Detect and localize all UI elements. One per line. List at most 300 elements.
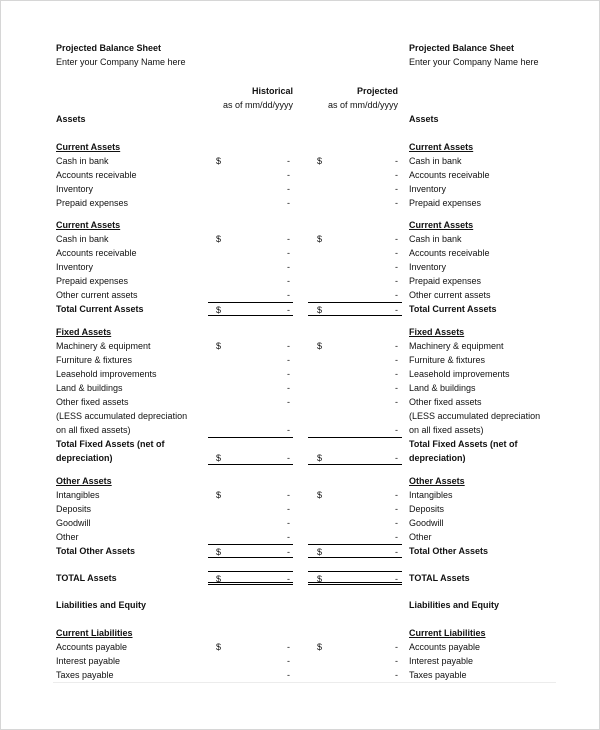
mirror-account-label: Current Assets <box>409 220 474 230</box>
column-gap <box>402 182 409 196</box>
column-gap <box>293 626 308 640</box>
column-gap <box>402 339 409 353</box>
right-company-name: Enter your Company Name here <box>409 57 539 67</box>
column-gap <box>293 668 308 682</box>
account-label: Total Current Assets <box>56 304 144 314</box>
row-furniture-fixtures <box>56 353 599 367</box>
historical-amount-cell <box>208 451 293 465</box>
projected-amount-cell <box>308 246 402 260</box>
column-gap <box>402 140 409 154</box>
amount-value: - <box>395 547 398 557</box>
column-date-row <box>56 98 599 112</box>
account-label: Accounts payable <box>56 642 128 652</box>
projected-amount-cell <box>308 112 402 126</box>
account-label: Total Other Assets <box>56 546 136 556</box>
amount-value: - <box>395 670 398 680</box>
mirror-account-label: Assets <box>409 114 439 124</box>
currency-symbol: $ <box>317 574 323 584</box>
projected-amount-cell <box>308 154 402 168</box>
column-gap <box>402 288 409 302</box>
column-gap <box>402 274 409 288</box>
column-gap <box>402 246 409 260</box>
historical-amount-cell <box>208 232 293 246</box>
historical-column-header: Historical <box>251 86 293 96</box>
mirror-account-label: Total Other Assets <box>409 546 489 556</box>
account-label: Furniture & fixtures <box>56 355 133 365</box>
column-gap <box>293 196 308 210</box>
account-label: Taxes payable <box>56 670 114 680</box>
projected-amount-cell <box>308 409 402 423</box>
column-gap <box>293 339 308 353</box>
currency-symbol: $ <box>317 490 323 500</box>
projected-amount-cell <box>308 474 402 488</box>
column-gap <box>402 302 409 316</box>
row-intangibles <box>56 488 599 502</box>
projected-amount-cell <box>308 182 402 196</box>
column-gap <box>293 571 308 585</box>
amount-value: - <box>395 156 398 166</box>
amount-value: - <box>287 184 290 194</box>
projected-amount-cell <box>308 218 402 232</box>
mirror-account-label: Accounts payable <box>409 642 481 652</box>
column-gap <box>402 437 409 451</box>
empty-label <box>409 84 599 98</box>
row-total-other-assets <box>56 544 599 558</box>
column-gap <box>402 516 409 530</box>
projected-amount-cell <box>308 544 402 558</box>
column-gap <box>402 98 409 112</box>
historical-amount-cell <box>208 544 293 558</box>
row-prepaid-expenses <box>56 274 599 288</box>
amount-value: - <box>395 262 398 272</box>
amount-value: - <box>287 397 290 407</box>
mirror-account-label: Cash in bank <box>409 156 462 166</box>
amount-value: - <box>287 656 290 666</box>
amount-value: - <box>395 170 398 180</box>
column-gap <box>402 544 409 558</box>
column-gap <box>293 288 308 302</box>
column-header-row <box>56 84 599 98</box>
mirror-account-label: Inventory <box>409 262 447 272</box>
mirror-account-label: Prepaid expenses <box>409 276 482 286</box>
mirror-account-label: Other current assets <box>409 290 491 300</box>
amount-value: - <box>395 453 398 463</box>
column-gap <box>402 571 409 585</box>
account-label: Deposits <box>56 504 92 514</box>
amount-value: - <box>287 425 290 435</box>
amount-value: - <box>395 234 398 244</box>
historical-amount-cell <box>208 502 293 516</box>
historical-amount-cell <box>208 626 293 640</box>
account-label: Cash in bank <box>56 234 109 244</box>
column-gap <box>293 154 308 168</box>
column-gap <box>293 353 308 367</box>
column-gap <box>402 218 409 232</box>
amount-value: - <box>395 425 398 435</box>
account-label: Other <box>56 532 79 542</box>
projected-amount-cell <box>308 395 402 409</box>
projected-amount-cell <box>308 598 402 612</box>
amount-value: - <box>287 642 290 652</box>
historical-amount-cell <box>208 196 293 210</box>
column-gap <box>402 353 409 367</box>
column-gap <box>293 530 308 544</box>
mirror-account-label: Land & buildings <box>409 383 476 393</box>
amount-value: - <box>395 198 398 208</box>
account-label: (LESS accumulated depreciation <box>56 411 188 421</box>
column-gap <box>402 640 409 654</box>
row-total-current-assets <box>56 302 599 316</box>
column-gap <box>293 140 308 154</box>
row-depreciation <box>56 451 599 465</box>
title-row <box>56 41 599 55</box>
projected-amount-cell <box>308 668 402 682</box>
column-gap <box>402 367 409 381</box>
column-gap <box>293 218 308 232</box>
amount-value: - <box>287 547 290 557</box>
account-label: on all fixed assets) <box>56 425 131 435</box>
account-label: Prepaid expenses <box>56 276 129 286</box>
column-gap <box>293 437 308 451</box>
amount-value: - <box>287 305 290 315</box>
amount-value: - <box>287 355 290 365</box>
row-accounts-payable <box>56 640 599 654</box>
amount-value: - <box>287 156 290 166</box>
account-label: Current Liabilities <box>56 628 133 638</box>
historical-amount-cell <box>208 182 293 196</box>
column-gap <box>293 409 308 423</box>
mirror-account-label: Other Assets <box>409 476 465 486</box>
account-label: Assets <box>56 114 86 124</box>
column-gap <box>293 260 308 274</box>
currency-symbol: $ <box>317 305 323 315</box>
projected-amount-cell <box>308 196 402 210</box>
column-gap <box>402 451 409 465</box>
amount-value: - <box>287 198 290 208</box>
mirror-account-label: Deposits <box>409 504 445 514</box>
account-label: Other Assets <box>56 476 112 486</box>
mirror-account-label: Cash in bank <box>409 234 462 244</box>
column-gap <box>402 423 409 437</box>
column-gap <box>293 395 308 409</box>
column-gap <box>293 423 308 437</box>
currency-symbol: $ <box>317 156 323 166</box>
row-taxes-payable <box>56 668 599 682</box>
row-other-assets <box>56 474 599 488</box>
row-assets <box>56 112 599 126</box>
currency-symbol: $ <box>216 305 222 315</box>
projected-amount-cell <box>308 260 402 274</box>
amount-value: - <box>395 305 398 315</box>
historical-amount-cell <box>208 288 293 302</box>
historical-asof-date: as of mm/dd/yyyy <box>222 100 293 110</box>
column-gap <box>293 516 308 530</box>
mirror-account-label: TOTAL Assets <box>409 573 470 583</box>
projected-amount-cell <box>308 502 402 516</box>
column-gap <box>293 654 308 668</box>
projected-amount-cell <box>308 367 402 381</box>
mirror-account-label: Other fixed assets <box>409 397 482 407</box>
amount-value: - <box>287 383 290 393</box>
projected-amount-cell <box>308 423 402 437</box>
mirror-account-label: Total Current Assets <box>409 304 497 314</box>
currency-symbol: $ <box>317 453 323 463</box>
amount-value: - <box>395 574 398 584</box>
amount-value: - <box>395 532 398 542</box>
column-gap <box>402 196 409 210</box>
column-gap <box>402 654 409 668</box>
mirror-account-label: Current Assets <box>409 142 474 152</box>
historical-amount-cell <box>208 140 293 154</box>
mirror-account-label: Intangibles <box>409 490 453 500</box>
row-total-fixed-assets-net-of <box>56 437 599 451</box>
row-other-fixed-assets <box>56 395 599 409</box>
projected-amount-cell <box>308 626 402 640</box>
spacer <box>56 585 599 598</box>
left-company-name: Enter your Company Name here <box>56 57 186 67</box>
currency-symbol: $ <box>216 547 222 557</box>
mirror-account-label: on all fixed assets) <box>409 425 484 435</box>
column-gap <box>402 381 409 395</box>
projected-amount-cell <box>308 353 402 367</box>
spacer <box>56 316 599 325</box>
column-gap <box>402 260 409 274</box>
mirror-account-label: Fixed Assets <box>409 327 465 337</box>
column-gap <box>293 246 308 260</box>
column-gap <box>293 232 308 246</box>
empty-label <box>56 98 208 112</box>
projected-amount-cell <box>308 232 402 246</box>
projected-amount-cell <box>308 488 402 502</box>
currency-symbol: $ <box>216 341 222 351</box>
account-label: Inventory <box>56 262 94 272</box>
account-label: Prepaid expenses <box>56 198 129 208</box>
account-label: Land & buildings <box>56 383 123 393</box>
column-gap <box>293 182 308 196</box>
currency-symbol: $ <box>317 234 323 244</box>
account-label: Total Fixed Assets (net of <box>56 439 165 449</box>
row-other <box>56 530 599 544</box>
amount-value: - <box>395 642 398 652</box>
column-gap <box>293 451 308 465</box>
column-gap <box>402 598 409 612</box>
historical-amount-cell <box>208 154 293 168</box>
mirror-account-label: Furniture & fixtures <box>409 355 486 365</box>
amount-value: - <box>395 355 398 365</box>
projected-amount-cell <box>308 530 402 544</box>
account-label: Fixed Assets <box>56 327 112 337</box>
spacer <box>56 69 599 84</box>
amount-value: - <box>287 276 290 286</box>
account-label: Inventory <box>56 184 94 194</box>
mirror-account-label: Liabilities and Equity <box>409 600 500 610</box>
column-gap <box>293 84 308 98</box>
column-gap <box>293 474 308 488</box>
column-gap <box>293 488 308 502</box>
row-inventory <box>56 260 599 274</box>
spacer <box>56 465 599 474</box>
currency-symbol: $ <box>216 490 222 500</box>
projected-amount-cell <box>308 654 402 668</box>
amount-value: - <box>287 518 290 528</box>
account-label: Other fixed assets <box>56 397 129 407</box>
amount-value: - <box>287 369 290 379</box>
row-accounts-receivable <box>56 168 599 182</box>
historical-amount-cell <box>208 437 293 451</box>
row-cash-in-bank <box>56 154 599 168</box>
column-gap <box>293 640 308 654</box>
column-gap <box>402 488 409 502</box>
row-prepaid-expenses <box>56 196 599 210</box>
column-gap <box>402 325 409 339</box>
mirror-account-label: Interest payable <box>409 656 474 666</box>
currency-symbol: $ <box>317 547 323 557</box>
content-end-divider <box>53 682 556 683</box>
account-label: Accounts receivable <box>56 170 137 180</box>
projected-amount-cell <box>308 168 402 182</box>
projected-amount-cell <box>308 302 402 316</box>
column-gap <box>402 84 409 98</box>
row-current-liabilities <box>56 626 599 640</box>
amount-value: - <box>395 656 398 666</box>
amount-value: - <box>395 369 398 379</box>
amount-value: - <box>395 397 398 407</box>
row-goodwill <box>56 516 599 530</box>
projected-amount-cell <box>308 571 402 585</box>
historical-amount-cell <box>208 381 293 395</box>
column-gap <box>293 544 308 558</box>
historical-amount-cell <box>208 516 293 530</box>
amount-value: - <box>287 670 290 680</box>
currency-symbol: $ <box>216 156 222 166</box>
row-inventory <box>56 182 599 196</box>
left-page-title: Projected Balance Sheet <box>56 43 162 53</box>
amount-value: - <box>395 341 398 351</box>
column-gap <box>402 232 409 246</box>
amount-value: - <box>287 248 290 258</box>
currency-symbol: $ <box>216 453 222 463</box>
column-gap <box>402 668 409 682</box>
projected-amount-cell <box>308 339 402 353</box>
projected-amount-cell <box>308 140 402 154</box>
historical-amount-cell <box>208 325 293 339</box>
column-gap <box>402 626 409 640</box>
historical-amount-cell <box>208 668 293 682</box>
account-label: Accounts receivable <box>56 248 137 258</box>
projected-column-header: Projected <box>356 86 398 96</box>
column-gap <box>402 395 409 409</box>
spacer <box>56 558 599 571</box>
account-label: depreciation) <box>56 453 113 463</box>
amount-value: - <box>395 504 398 514</box>
mirror-account-label: depreciation) <box>409 453 466 463</box>
historical-amount-cell <box>208 112 293 126</box>
column-gap <box>293 112 308 126</box>
historical-amount-cell <box>208 353 293 367</box>
account-label: Intangibles <box>56 490 100 500</box>
row-current-assets <box>56 140 599 154</box>
empty-label <box>56 84 208 98</box>
historical-amount-cell <box>208 409 293 423</box>
amount-value: - <box>287 170 290 180</box>
currency-symbol: $ <box>216 234 222 244</box>
mirror-account-label: Inventory <box>409 184 447 194</box>
row-total-assets <box>56 571 599 585</box>
projected-amount-cell <box>308 437 402 451</box>
account-label: Cash in bank <box>56 156 109 166</box>
row-leasehold-improvements <box>56 367 599 381</box>
mirror-account-label: Leasehold improvements <box>409 369 510 379</box>
spacer <box>56 612 599 626</box>
historical-amount-cell <box>208 488 293 502</box>
historical-amount-cell <box>208 367 293 381</box>
mirror-account-label: Current Liabilities <box>409 628 486 638</box>
mirror-account-label: Accounts receivable <box>409 248 490 258</box>
projected-amount-cell <box>308 516 402 530</box>
amount-value: - <box>287 532 290 542</box>
row-on-all-fixed-assets <box>56 423 599 437</box>
row-liabilities-and-equity <box>56 598 599 612</box>
historical-amount-cell <box>208 598 293 612</box>
historical-amount-cell <box>208 168 293 182</box>
column-gap <box>293 367 308 381</box>
projected-amount-cell <box>308 381 402 395</box>
amount-value: - <box>287 574 290 584</box>
amount-value: - <box>395 490 398 500</box>
column-gap <box>402 168 409 182</box>
account-label: Machinery & equipment <box>56 341 151 351</box>
row-deposits <box>56 502 599 516</box>
amount-value: - <box>395 383 398 393</box>
historical-amount-cell <box>208 395 293 409</box>
column-gap <box>402 502 409 516</box>
column-gap <box>293 381 308 395</box>
currency-symbol: $ <box>216 642 222 652</box>
column-gap <box>402 474 409 488</box>
column-gap <box>293 274 308 288</box>
account-label: Goodwill <box>56 518 91 528</box>
historical-amount-cell <box>208 640 293 654</box>
currency-symbol: $ <box>317 341 323 351</box>
mirror-account-label: (LESS accumulated depreciation <box>409 411 541 421</box>
amount-value: - <box>287 504 290 514</box>
column-gap <box>293 98 308 112</box>
amount-value: - <box>287 490 290 500</box>
amount-value: - <box>395 184 398 194</box>
column-gap <box>402 409 409 423</box>
row-interest-payable <box>56 654 599 668</box>
column-gap <box>293 325 308 339</box>
column-gap <box>402 112 409 126</box>
row-other-current-assets <box>56 288 599 302</box>
amount-value: - <box>287 234 290 244</box>
historical-amount-cell <box>208 530 293 544</box>
historical-amount-cell <box>208 474 293 488</box>
projected-asof-date: as of mm/dd/yyyy <box>327 100 398 110</box>
account-label: TOTAL Assets <box>56 573 117 583</box>
historical-amount-cell <box>208 339 293 353</box>
row-cash-in-bank <box>56 232 599 246</box>
row-fixed-assets <box>56 325 599 339</box>
column-gap <box>293 502 308 516</box>
mirror-account-label: Goodwill <box>409 518 444 528</box>
account-label: Interest payable <box>56 656 121 666</box>
column-gap <box>293 302 308 316</box>
amount-value: - <box>287 453 290 463</box>
historical-amount-cell <box>208 274 293 288</box>
row-machinery-equipment <box>56 339 599 353</box>
historical-amount-cell <box>208 302 293 316</box>
